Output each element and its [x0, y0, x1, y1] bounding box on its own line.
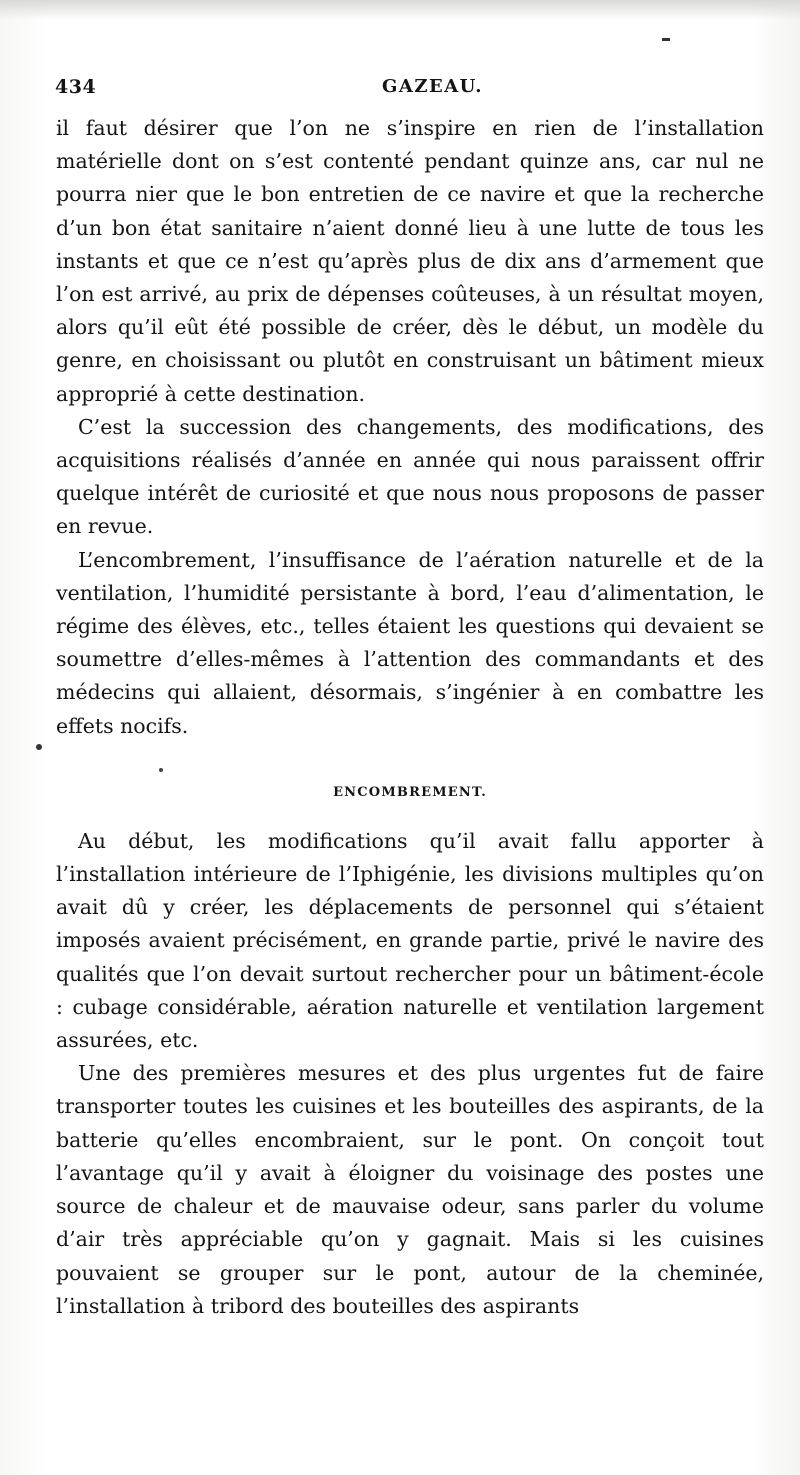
page-number: 434 [55, 76, 97, 98]
paragraph: C’est la succession des changements, des modifications, des acquisitions réalisés d’année en année qui nous paraissent offrir quelque intérêt de curiosité et que nous nous proposons de passer en revue. [56, 414, 764, 539]
running-head: GAZEAU. [382, 76, 483, 97]
paragraph: Une des premières mesures et des plus urgentes fut de faire transporter toutes les cuisines et les bouteilles des aspirants, de la batterie qu’elles encombraient, sur le pont. On conçoit tout l’avantage qu’il y avait à éloigner du voisinage des postes une source de chaleur et de mauvaise odeur, sans parler du volume d’air très appréciable qu’on y gagnait. Mais si les cuisines pouvaient se grouper sur le pont, autour de la cheminée, l’installation à tribord des bouteilles des aspirants [56, 1061, 764, 1318]
margin-dot [36, 744, 42, 750]
page-edge-shadow [0, 0, 800, 20]
ink-mark [662, 38, 670, 41]
body-text [56, 112, 764, 1323]
paragraph: L’encombrement, l’insuffisance de l’aération naturelle et de la ventilation, l’humidité persistante à bord, l’eau d’alimentation, le régime des élèves, etc., telles étaient les questions qui devaient se soumettre d’elles-mêmes à l’attention des commandants et des médecins qui allaient, désormais, s’ingénier à en combattre les effets nocifs. [56, 547, 764, 738]
paragraph: il faut désirer que l’on ne s’inspire en rien de l’installation matérielle dont on s’est contenté pendant quinze ans, car nul ne pourra nier que le bon entretien de ce navire et que la recherche d’un bon état sanitaire n’aient donné lieu à une lutte de tous les instants et que ce n’est qu’après plus de dix ans d’armement que l’on est arrivé, au prix de dépenses coûteuses, à un résultat moyen, alors qu’il eût été possible de créer, dès le début, un modèle du genre, en choisissant ou plutôt en construisant un bâtiment mieux approprié à cette destination. [56, 116, 764, 406]
section-heading: ENCOMBREMENT. [333, 784, 487, 800]
page-header [55, 76, 760, 100]
paragraph: Au début, les modifications qu’il avait fallu apporter à l’installation intérieure de l’Iphigénie, les divisions multiples qu’on avait dû y créer, les déplacements de personnel qui s’étaient imposés avaient précisément, en grande partie, privé le navire des qualités que l’on devait surtout rechercher pour un bâtiment-école : cubage considérable, aération naturelle et ventilation largement assurées, etc. [56, 828, 764, 1053]
